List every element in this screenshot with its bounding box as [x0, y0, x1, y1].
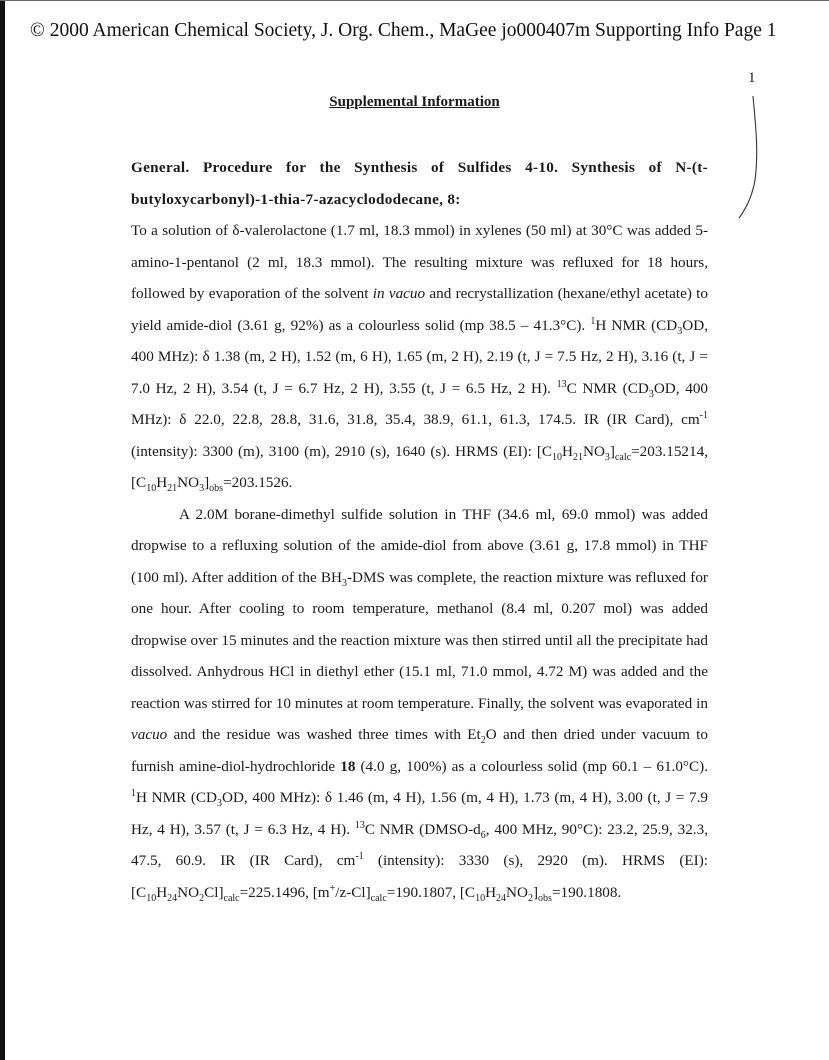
section-title: Supplemental Information	[329, 94, 500, 110]
page-header: © 2000 American Chemical Society, J. Org. Chem., MaGee jo000407m Supporting Info Page 1	[30, 20, 777, 41]
page-number: 1	[748, 70, 756, 86]
paragraph-amine-diol: A 2.0M borane-dimethyl sulfide solution in THF (34.6 ml, 69.0 mmol) was added dropwise to a refluxing solution of the amide-diol from above (3.61 g, 17.8 mmol) in THF (100 ml). After addition of the $BH_3$-DMS was complete, the reaction mixture was refluxed for one hour. After cooling to room temperature, methanol (8.4 ml, 0.207 mol) was added dropwise over 15 minutes and the reaction mixture was then stirred until all the precipitate had dissolved. Anhydrous HCl in diethyl ether (15.1 ml, 71.0 mmol, 4.72 M) was added and the reaction was stirred for 10 minutes at room temperature. Finally, the solvent was evaporated in vacuo and the residue was washed three times with $Et_2O$ and then dried under vacuum to furnish amine-diol-hydrochloride 18 (4.0 g, 100%) as a colourless solid (mp 60.1 – 61.0°C). $^1$H NMR ($CD_3OD$, 400 MHz): δ 1.46 (m, 4 H), 1.56 (m, 4 H), 1.73 (m, 4 H), 3.00 (t, J = 7.9 Hz, 4 H), 3.57 (t, J = 6.3 Hz, 4 H). $^{13}$C NMR ($DMSO-d_6$, 400 MHz, 90°C): 23.2, 25.9, 32.3, 47.5, 60.9. IR (IR Card), $cm^{-1}$ (intensity): 3330 (s), 2920 (m). HRMS (EI): $[C_{10}H_{24}NO_2Cl]_{calc}=225.1496$, $[m^+/z-Cl]_{calc}=190.1807$, $[C_{10}H_{24}NO_2]_{obs}=190.1808$.	[131, 505, 708, 904]
paragraph-amide-diol: To a solution of δ-valerolactone (1.7 ml, 18.3 mmol) in xylenes (50 ml) at 30°C was added 5-amino-1-pentanol (2 ml, 18.3 mmol). The resulting mixture was refluxed for 18 hours, followed by evaporation of the solvent in vacuo and recrystallization (hexane/ethyl acetate) to yield amide-diol (3.61 g, 92%) as a colourless solid (mp 38.5 – 41.3°C). $^1$H NMR ($CD_3OD$, 400 MHz): δ 1.38 (m, 2 H), 1.52 (m, 6 H), 1.65 (m, 2 H), 2.19 (t, J = 7.5 Hz, 2 H), 3.16 (t, J = 7.0 Hz, 2 H), 3.54 (t, J = 6.7 Hz, 2 H), 3.55 (t, J = 6.5 Hz, 2 H). $^{13}$C NMR ($CD_3OD$, 400 MHz): δ 22.0, 22.8, 28.8, 31.6, 31.8, 35.4, 38.9, 61.1, 61.3, 174.5. IR (IR Card), $cm^{-1}$ (intensity): 3300 (m), 3100 (m), 2910 (s), 1640 (s). HRMS (EI): $[C_{10}H_{21}NO_3]_{calc}=203.15214$, $[C_{10}H_{21}NO_3]_{obs}=203.1526$.	[131, 222, 709, 495]
top-rule	[0, 0, 829, 1]
scan-edge-bar	[0, 0, 5, 1060]
main-content	[131, 152, 708, 908]
procedure-heading: General. Procedure for the Synthesis of Sulfides 4-10. Synthesis of N-(t-butyloxycarbonyl)-1-thia-7-azacyclododecane, 8:	[131, 159, 708, 208]
